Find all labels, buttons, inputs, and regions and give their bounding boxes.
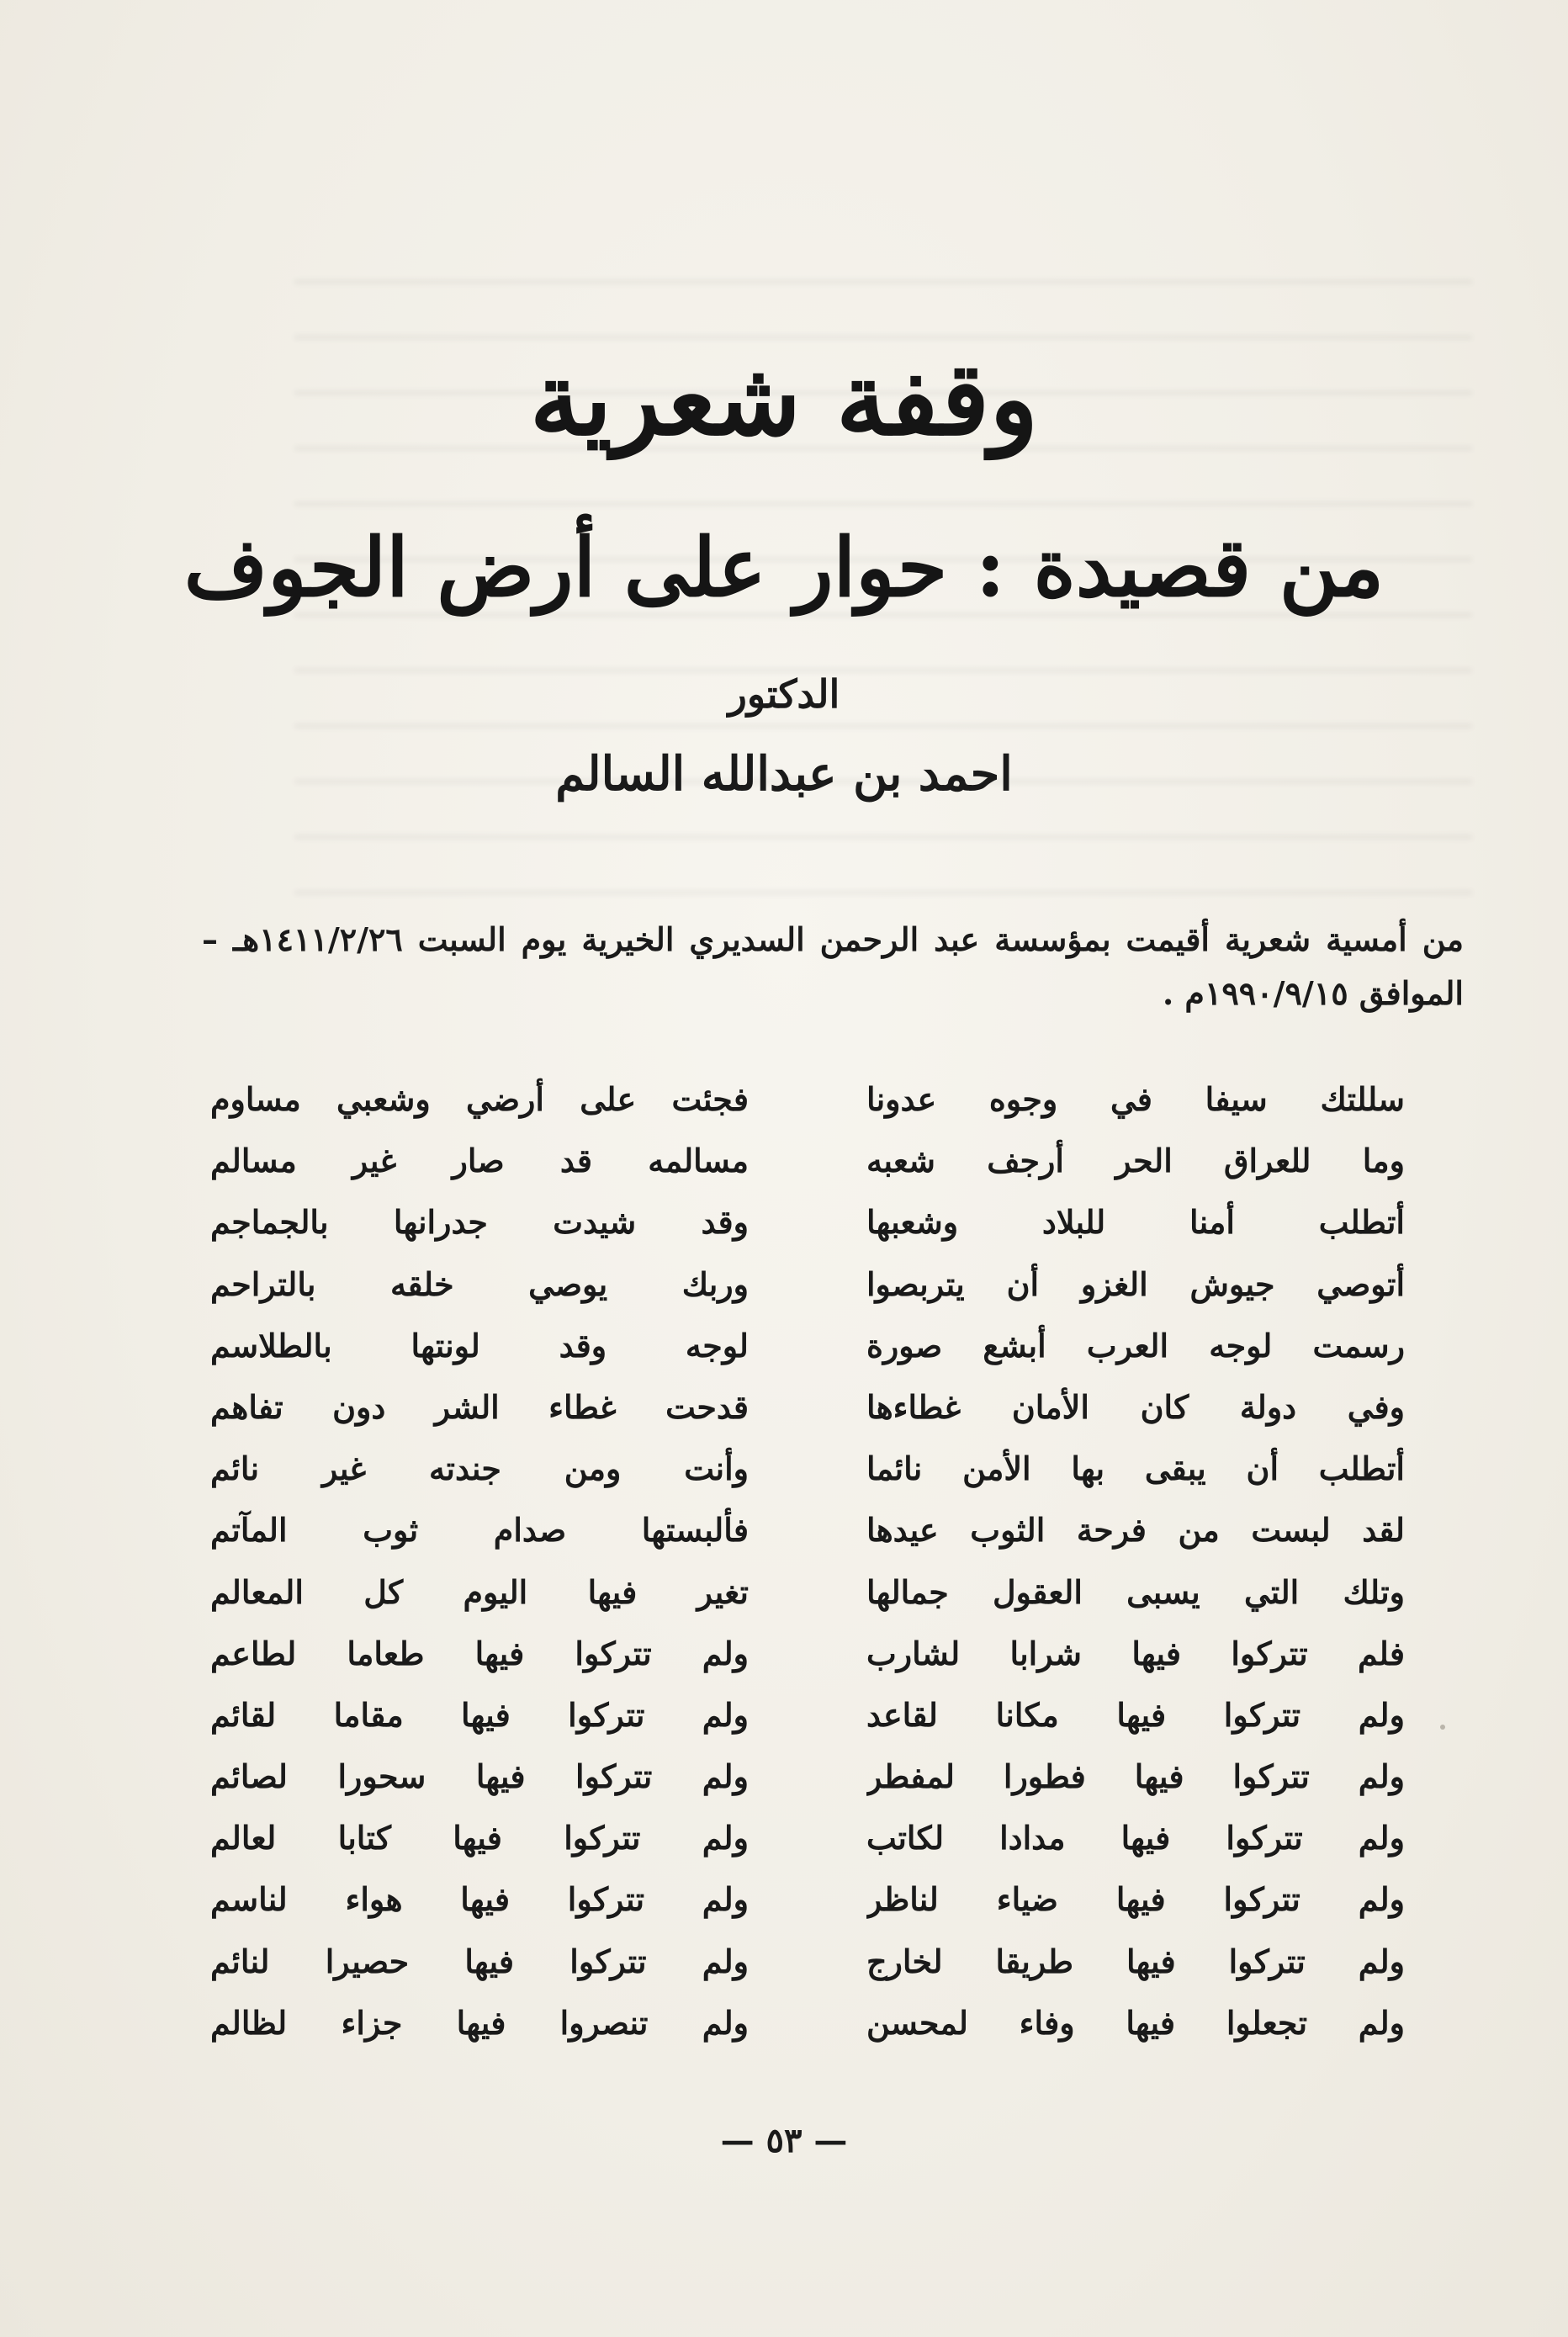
verse-line: ولم تتركوا فيها كتابا لعالم xyxy=(210,1819,749,1857)
verse-line: ولم تتركوا فيها مقاما لقائم xyxy=(210,1695,749,1734)
verse-line: ولم تتركوا فيها مدادا لكاتب xyxy=(866,1819,1405,1857)
verse-line: لوجه وقد لونتها بالطلاسم xyxy=(210,1326,749,1365)
verse-line: تغير فيها اليوم كل المعالم xyxy=(210,1572,749,1611)
verse-line: أتوصي جيوش الغزو أن يتربصوا xyxy=(866,1264,1405,1303)
poem-column-second-hemistich xyxy=(210,1068,749,2053)
verse-line: وما للعراق الحر أرجف شعبه xyxy=(866,1142,1405,1180)
verse-line: قدحت غطاء الشر دون تفاهم xyxy=(210,1387,749,1426)
poem-body xyxy=(210,1068,1405,2095)
verse-line: وفي دولة كان الأمان غطاءها xyxy=(866,1387,1405,1426)
verse-line: وقد شيدت جدرانها بالجماجم xyxy=(210,1203,749,1242)
verse-line: أتطلب أمنا للبلاد وشعبها xyxy=(866,1203,1405,1242)
verse-line: سللتك سيفا في وجوه عدونا xyxy=(866,1080,1405,1118)
verse-line: ولم تتركوا فيها ضياء لناظر xyxy=(866,1880,1405,1919)
poem-column-first-hemistich xyxy=(866,1068,1405,2053)
verse-line: وربك يوصي خلقه بالتراحم xyxy=(210,1264,749,1303)
verse-line: فجئت على أرضي وشعبي مساوم xyxy=(210,1080,749,1118)
verse-line: مسالمه قد صار غير مسالم xyxy=(210,1142,749,1180)
verse-line: ولم تتركوا فيها فطورا لمفطر xyxy=(866,1757,1405,1796)
verse-line: لقد لبست من فرحة الثوب عيدها xyxy=(866,1511,1405,1550)
paper-speck xyxy=(1440,1725,1445,1730)
verse-line: ولم تتركوا فيها سحورا لصائم xyxy=(210,1757,749,1796)
page-title: وقفة شعرية xyxy=(529,340,1039,458)
verse-line: ولم تتركوا فيها هواء لناسم xyxy=(210,1880,749,1919)
verse-line: فلم تتركوا فيها شرابا لشارب xyxy=(866,1634,1405,1672)
page-number: — ٥٣ — xyxy=(720,2121,848,2160)
intro-paragraph: من أمسية شعرية أقيمت بمؤسسة عبد الرحمن السديري الخيرية يوم السبت ١٤١١/٢/٢٦هـ – الموافق ١٩٩٠/٩/١٥م . xyxy=(202,920,1464,1012)
verse-line: أتطلب أن يبقى بها الأمن نائما xyxy=(866,1449,1405,1488)
author-name: احمد بن عبدالله السالم xyxy=(555,746,1013,802)
author-title: الدكتور xyxy=(728,671,840,717)
verse-line: ولم تنصروا فيها جزاء لظالم xyxy=(210,2003,749,2042)
verse-line: ولم تجعلوا فيها وفاء لمحسن xyxy=(866,2003,1405,2042)
verse-line: وأنت ومن جندته غير نائم xyxy=(210,1449,749,1488)
verse-line: وتلك التي يسبى العقول جمالها xyxy=(866,1572,1405,1611)
verse-line: ولم تتركوا فيها طريقا لخارج xyxy=(866,1942,1405,1980)
verse-line: ولم تتركوا فيها مكانا لقاعد xyxy=(866,1695,1405,1734)
verse-line: ولم تتركوا فيها حصيرا لنائم xyxy=(210,1942,749,1980)
verse-line: رسمت لوجه العرب أبشع صورة xyxy=(866,1326,1405,1365)
verse-line: فألبستها صدام ثوب المآتم xyxy=(210,1511,749,1550)
poem-subtitle: من قصيدة : حوار على أرض الجوف xyxy=(183,520,1385,615)
verse-line: ولم تتركوا فيها طعاما لطاعم xyxy=(210,1634,749,1672)
